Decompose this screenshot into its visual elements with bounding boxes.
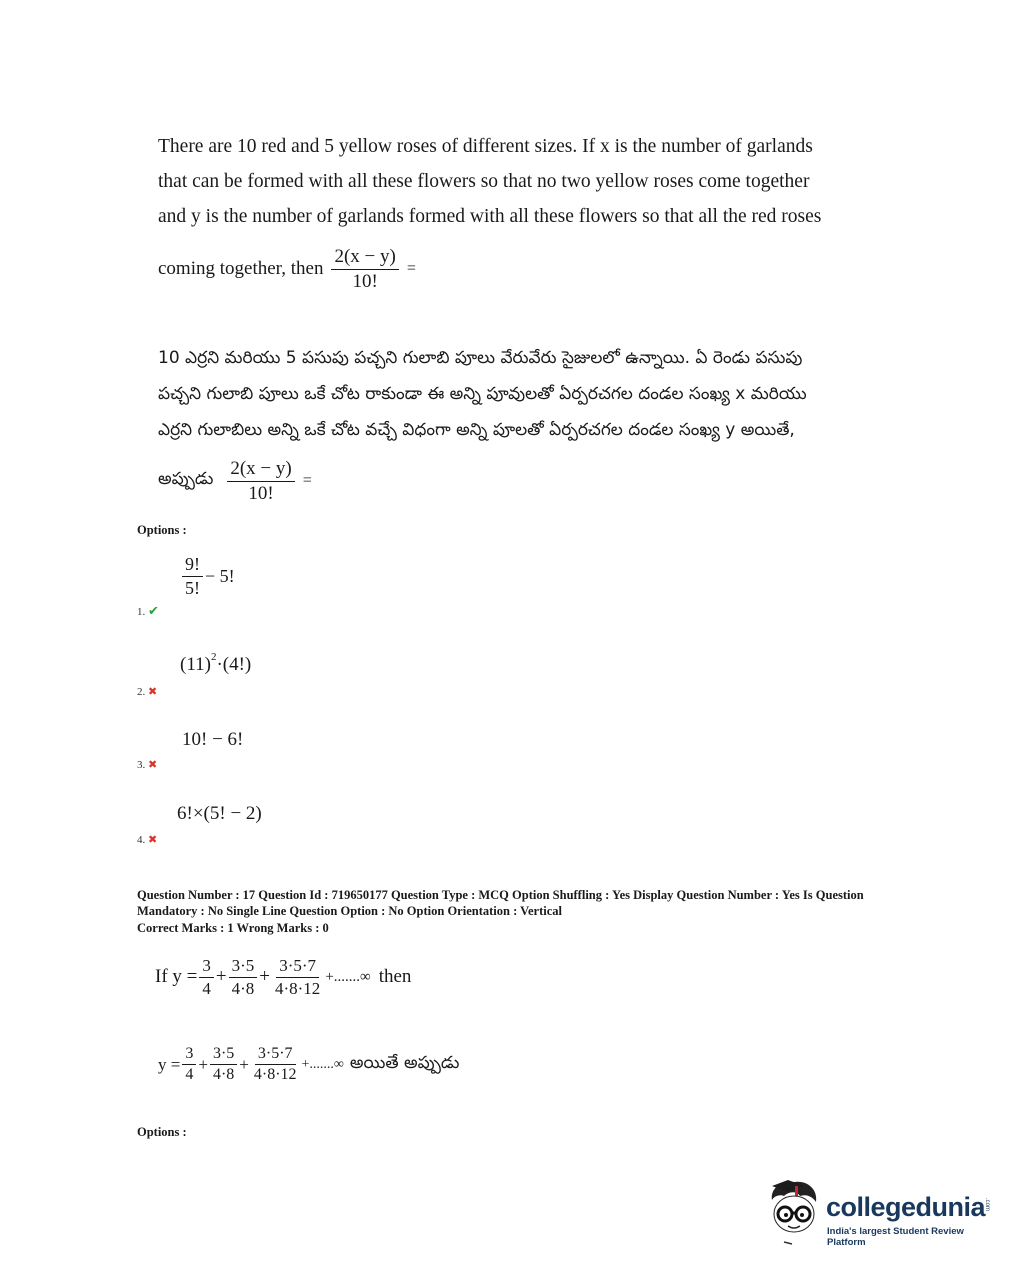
option-3-expression: 10! − 6!	[182, 729, 244, 750]
q17-meta-line-1: Question Number : 17 Question Id : 719650177 Question Type : MCQ Option Shuffling : Yes Display Question Number : Yes Is Question	[137, 888, 864, 902]
q17-english-term-1-num: 3	[199, 956, 214, 978]
option-2-expression	[180, 651, 252, 676]
q16-english-line-1: There are 10 red and 5 yellow roses of different sizes. If x is the number of garlands	[158, 136, 813, 157]
option-3-marker	[137, 758, 157, 771]
q17-english-prefix: If y =	[155, 966, 198, 988]
q17-english-plus-2: +	[259, 966, 270, 988]
q16-telugu-line-4	[158, 458, 312, 505]
option-1-den: 5!	[185, 577, 200, 598]
option-4-expression: 6!×(5! − 2)	[177, 803, 262, 824]
q17-telugu-term-3	[251, 1045, 300, 1085]
option-1-marker	[137, 604, 159, 619]
brand-com: .com	[984, 1198, 990, 1212]
q16-options-label: Options :	[137, 523, 187, 537]
q17-english-term-2-den: 4·8	[231, 978, 255, 998]
q17-english-term-2-num: 3·5	[229, 956, 258, 978]
q17-telugu-tail: +.......∞	[301, 1056, 344, 1072]
q16-telugu-line-2: పచ్చని గులాబి పూలు ఒకే చోట రాకుండా ఈ అన్ని పూవులతో ఏర్పరచగల దండల సంఖ్య x మరియు	[158, 384, 807, 404]
check-icon: ✔	[148, 604, 159, 619]
q17-english-plus-1: +	[215, 966, 227, 988]
q16-english-line-3: and y is the number of garlands formed with all these flowers so that all the red roses	[158, 206, 822, 227]
q17-english-term-1-den: 4	[202, 978, 211, 998]
mascot-icon	[766, 1178, 824, 1248]
option-2-number: 2.	[137, 686, 146, 698]
option-2-tail: ·(4!)	[216, 654, 252, 675]
option-1-tail: − 5!	[205, 565, 235, 586]
q17-telugu-series	[158, 1045, 459, 1085]
q17-telugu-term-1-den: 4	[185, 1066, 194, 1084]
q17-english-term-2	[229, 956, 258, 998]
option-1-expression	[180, 554, 235, 598]
q17-english-tail: +.......∞	[325, 968, 371, 985]
q16-telugu-line-1: 10 ఎర్రని మరియు 5 పసుపు పచ్చని గులాబి పూలు వేరువేరు సైజులలో ఉన్నాయి. ఏ రెండు పసుపు	[158, 348, 803, 368]
option-1-fraction	[182, 554, 203, 598]
q17-telugu-term-2	[210, 1045, 237, 1085]
q17-telugu-term-3-num: 3·5·7	[255, 1045, 296, 1065]
q17-telugu-term-3-den: 4·8·12	[253, 1066, 297, 1084]
brand-name: collegedunia	[826, 1192, 986, 1222]
q16-english-line-4	[158, 246, 416, 293]
q17-telugu-term-1-num: 3	[182, 1045, 196, 1065]
option-3-number: 3.	[137, 759, 146, 771]
q17-english-term-3-den: 4·8·12	[274, 978, 321, 998]
q16-telugu-frac-num: 2(x − y)	[227, 458, 294, 482]
option-2-exponent: 2	[210, 651, 217, 663]
q16-english-fraction	[331, 246, 398, 293]
q17-english-term-3-num: 3·5·7	[276, 956, 319, 978]
q17-telugu-prefix: y =	[158, 1054, 181, 1074]
q16-english-frac-den: 10!	[352, 270, 378, 292]
q17-english-series	[155, 956, 411, 998]
q16-telugu-line-4-text: అప్పుడు	[158, 469, 214, 490]
q16-telugu-fraction	[227, 458, 294, 505]
q17-telugu-term-1	[182, 1045, 196, 1085]
q17-meta-line-3: Correct Marks : 1 Wrong Marks : 0	[137, 921, 329, 935]
q17-meta-line-2: Mandatory : No Single Line Question Option : No Option Orientation : Vertical	[137, 904, 563, 918]
q16-telugu-frac-den: 10!	[248, 482, 274, 504]
q17-options-label: Options :	[137, 1125, 187, 1139]
q16-english-frac-num: 2(x − y)	[331, 246, 398, 270]
q17-telugu-plus-2: +	[239, 1054, 249, 1074]
q17-english-term-3	[272, 956, 323, 998]
collegedunia-logo	[766, 1178, 996, 1248]
option-1-number: 1.	[137, 606, 146, 618]
q16-english-line-2: that can be formed with all these flowers so that no two yellow roses come together	[158, 171, 810, 192]
q16-telugu-line-3: ఎర్రని గులాబిలు అన్ని ఒకే చోట వచ్చే విధంగా అన్ని పూలతో ఏర్పరచగల దండల సంఖ్య y అయితే,	[158, 420, 795, 440]
option-4-marker	[137, 833, 157, 846]
q17-english-suffix: then	[378, 966, 412, 988]
q17-telugu-term-2-num: 3·5	[210, 1045, 237, 1065]
q17-telugu-plus-1: +	[198, 1054, 208, 1074]
cross-icon: ✖	[148, 685, 158, 698]
option-2-marker	[137, 685, 157, 698]
cross-icon: ✖	[148, 833, 158, 846]
q17-telugu-term-2-den: 4·8	[212, 1066, 235, 1084]
option-1-num: 9!	[182, 554, 203, 577]
q17-telugu-suffix: అయితే అప్పుడు	[349, 1052, 460, 1073]
cross-icon: ✖	[148, 758, 158, 771]
q16-english-equals: =	[406, 260, 416, 278]
q16-english-line-4-text: coming together, then	[158, 258, 324, 280]
option-2-base: (11)	[180, 654, 211, 675]
q17-english-term-1	[199, 956, 214, 998]
q16-telugu-equals: =	[302, 472, 312, 490]
brand-tagline: India's largest Student Review Platform	[827, 1226, 964, 1248]
option-4-number: 4.	[137, 834, 146, 846]
